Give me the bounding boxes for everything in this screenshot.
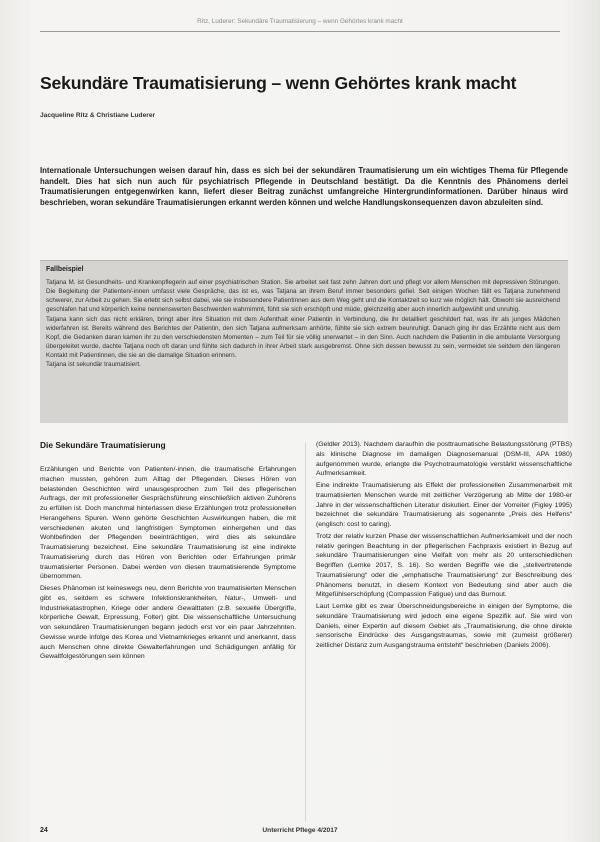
- body-paragraph: Trotz der relativ kurzen Phase der wissenschaftlichen Aufmerksamkeit und der noch relativ geringen Beachtung in der pflegerischen Fachpraxis existiert in Bezug auf sekundäre Traumatisierungen eine Vielfalt von mehr als 20 unterschiedlichen Begriffen (Lemke 2017, S. 16). So werden Begriffe wie die „stellvertretende Traumatisierung“ oder die „emphatische Traumatisierung“ zur Beschreibung des Phänomens benutzt, in diesem Kontext von Bedeutung sind aber auch die Mitgefühlserschöpfung (Compassion Fatigue) und das Burnout.: [316, 532, 572, 599]
- body-paragraph: Eine indirekte Traumatisierung als Effekt der professionellen Zusammenarbeit mit traumatisierten Menschen wurde mit zeitlicher Verzögerung ab Mitte der 1980-er Jahre in der wissenschaftlichen Literatur diskutiert. Einer der Vorreiter (Figley 1995) bezeichnet die sekundäre Traumatisierung als sogenannte „Preis des Helfens“ (englisch: cost to caring).: [316, 482, 572, 528]
- header-rule: [40, 31, 560, 32]
- intro-abstract: Internationale Untersuchungen weisen darauf hin, dass es sich bei der sekundären Traumatisierung um ein wichtiges Thema für Pflegende handelt. Dies hat sich nun auch für psychiatrisch Pflegende in Deutschland bestätigt. Da die Kenntnis des Phänomens derlei Traumatisierungen entgegenwirken kann, liefert dieser Beitrag zunächst umfangreiche Hintergrundinformationen. Darüber hinaus wird beschrieben, woran sekundäre Traumatisierungen erkannt werden können und welche Handlungskonsequenzen davon abzuleiten sind.: [40, 166, 568, 207]
- case-example-title: Fallbeispiel: [46, 266, 84, 273]
- column-divider: [305, 442, 306, 822]
- body-paragraph: (Geldler 2013). Nachdem daraufhin die posttraumatische Belastungsstörung (PTBS) als klinische Diagnose im damaligen Diagnosemanual (DSM-III, APA 1980) aufgenommen wurde, erlangte die Psychotraumatologie verstärkt wissenschaftliche Aufmerksamkeit.: [316, 441, 572, 478]
- body-paragraph: Laut Lemke gibt es zwar Überschneidungsbereiche in einigen der Symptome, die sekundäre Traumatisierung wird jedoch eine eigene Spezifik auf. Sie wird von Daniels, einer Expertin auf diesem Gebiet als „Traumatisierung, die ohne direkte sensorische Eindrücke des Ausgangstraumas, sowie mit (zumeist größerer) zeitlicher Distanz zum Ausgangstrauma entsteht“ beschrieben (Daniels 2006).: [316, 603, 572, 649]
- case-example-box: [40, 260, 568, 423]
- case-paragraph: Tatjana ist sekundär traumatisiert.: [46, 361, 141, 369]
- body-paragraph: Dieses Phänomen ist keineswegs neu, denn Berichte von traumatisierten Menschen gibt es, seitdem es schwere Infektionskrankheiten, Natur-, Umwelt- und Industriekatastrophen, Kriege oder andere Gewalttaten (z.B. sexuelle Übergriffe, körperliche Gewalt, Erpressung, Folter) gibt. Die wissenschaftliche Untersuchung von sekundären Traumatisierungen begann jedoch erst vor ein paar Jahrzehnten. Gewisse wurde infolge des Korea und Vietnamkrieges erkannt und anerkannt, dass auch Menschen ohne direkte Gewalterfahrungen und Schädigungen anfällig für Gewaltfolgestörungen sein können: [40, 585, 296, 661]
- running-head: Ritz, Luderer: Sekundäre Traumatisierung – wenn Gehörtes krank macht: [197, 18, 403, 25]
- article-title: Sekundäre Traumatisierung – wenn Gehörtes krank macht: [40, 73, 517, 93]
- right-column: [316, 440, 572, 653]
- journal-footer: Unterricht Pflege 4/2017: [262, 827, 338, 834]
- body-paragraph: Erzählungen und Berichte von Patienten/-innen, die traumatische Erfahrungen machen mussten, gehören zum Alltag der Pflegenden. Dieses Hören von belastenden Geschichten wird unausgesprochen zum Teil des pflegerischen Auftrags, der mit professioneller Gesprächsführung einschließlich aktiven Zuhörens zu erfüllen ist. Doch manchmal hinterlassen diese Erzählungen trotz professionellen Herangehens Spuren. Wenn gehörte Geschichten Auswirkungen haben, die mit verschiedenen akuten und langfristigen Symptomen einhergehen und das Wohlbefinden der Pflegenden beeinträchtigen, wird dies als sekundäre Traumatisierung bezeichnet. Eine sekundäre Traumatisierung ist eine indirekte Traumatisierung durch das Hören von Berichten oder Erfahrungen primär traumatisierter Personen. Dabei werden von diesen traumatisierende Symptome übernommen.: [40, 466, 296, 581]
- left-column: [40, 440, 296, 664]
- case-paragraph: Tatjana kann sich das nicht erklären, bringt aber ihre Situation mit dem Aufenthalt einer Patientin in Verbindung, die ihr detailliert geschildert hat, was ihr als junges Mädchen widerfahren ist. Bereits während des Berichtes der Patientin, den sich Tatjana aufmerksam anhörte, fühlte sie sich extrem beunruhigt. Danach ging ihr das Erzählte nicht aus dem Kopf, die Gedanken daran kamen ihr zu den verschiedensten Momenten – zum Teil für sie völlig unerwartet – in den Sinn. Auch nachdem die Patientin in die ambulante Versorgung übergeleitet wurde, dachte Tatjana noch oft daran und fühlte sich dadurch in ihrer Arbeit stark ausgebremst. Ohne sich dessen bewusst zu sein, vermeidet sie seitdem den längeren Kontakt mit Patientinnen, die sie an die damalige Situation erinnern.: [46, 315, 560, 360]
- case-example-body: [46, 278, 560, 370]
- authors: Jacqueline Ritz & Christiane Luderer: [40, 112, 156, 119]
- case-paragraph: Tatjana M. ist Gesundheits- und Krankenpflegerin auf einer psychiatrischen Station. Sie arbeitet seit fast zehn Jahren dort und pflegt vor allem Menschen mit depressiven Störungen. Die Begleitung der Patienten/-innen umfasst viele Gespräche, das ist es, was Tatjana an ihrem Beruf immer besonders gefiel. Seit einigen Wochen fällt es Tatjana zunehmend schwerer, zur Arbeit zu gehen. Sie erlebt sich selbst dabei, wie sie insbesondere Patientinnen aus dem Weg geht und die Kontaktzeit so kurz wie möglich hält. Obwohl sie ausreichend geschlafen hat und körperlich keine nennenswerten Beschwerden wahrnimmt, fühlt sie sich erschöpft und müde, gleichzeitig aber auch innerlich aufgewühlt und unruhig.: [46, 279, 560, 314]
- page-number: 24: [40, 827, 48, 834]
- section-heading: Die Sekundäre Traumatisierung: [40, 440, 166, 450]
